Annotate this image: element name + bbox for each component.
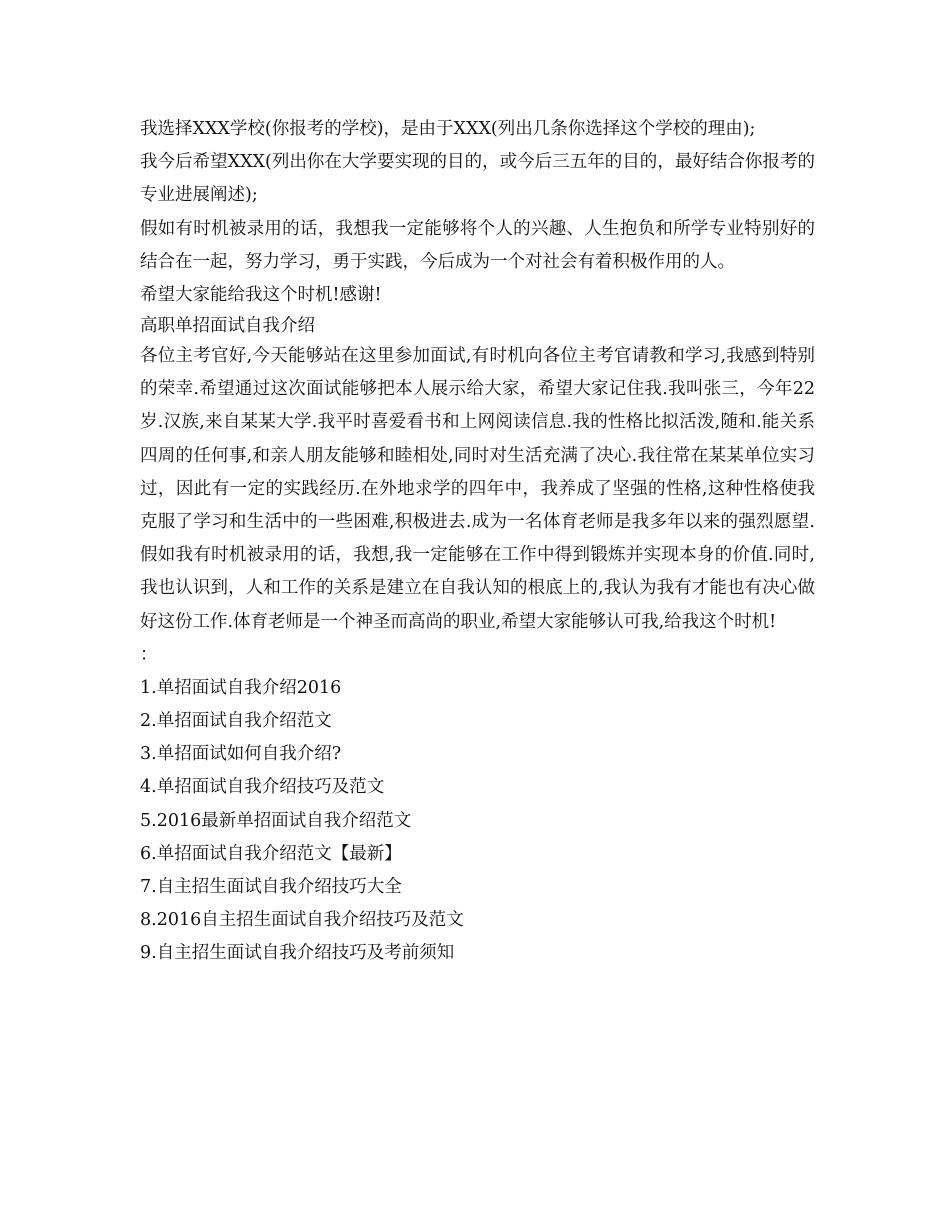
intro-paragraph-if-hired: 假如有时机被录用的话，我想我一定能够将个人的兴趣、人生抱负和所学专业特别好的结合在一起，努力学习，勇于实践，今后成为一个对社会有着积极作用的人。	[140, 218, 815, 272]
intro-paragraph-future-goal: 我今后希望XXX(列出你在大学要实现的目的，或今后三五年的目的，最好结合你报考的专业进展阐述);	[140, 152, 815, 206]
section-title: 高职单招面试自我介绍	[140, 316, 315, 337]
related-article-link[interactable]: 2.单招面试自我介绍范文	[140, 711, 332, 732]
intro-paragraph-thanks: 希望大家能给我这个时机!感谢!	[140, 285, 382, 306]
document-page	[140, 113, 815, 971]
related-article-link[interactable]: 8.2016自主招生面试自我介绍技巧及范文	[140, 910, 464, 931]
section-body: 各位主考官好,今天能够站在这里参加面试,有时机向各位主考官请教和学习,我感到特别的荣幸.希望通过这次面试能够把本人展示给大家，希望大家记住我.我叫张三，今年22岁.汉族,来自某某大学.我平时喜爱看书和上网阅读信息.我的性格比拟活泼,随和.能关系四周的任何事,和亲人朋友能够和睦相处,同时对生活充满了决心.我往常在某某单位实习过，因此有一定的实践经历.在外地求学的四年中，我养成了坚强的性格,这种性格使我克服了学习和生活中的一些困难,积极进去.成为一名体育老师是我多年以来的强烈愿望.假如我有时机被录用的话，我想,我一定能够在工作中得到锻炼并实现本身的价值.同时,我也认识到，人和工作的关系是建立在自我认知的根底上的,我认为我有才能也有决心做好这份工作.体育老师是一个神圣而高尚的职业,希望大家能够认可我,给我这个时机!	[140, 346, 815, 632]
related-article-link[interactable]: 7.自主招生面试自我介绍技巧大全	[140, 877, 402, 898]
related-article-link[interactable]: 6.单招面试自我介绍范文【最新】	[140, 843, 402, 864]
related-article-link[interactable]: 1.单招面试自我介绍2016	[140, 677, 342, 698]
intro-paragraph-school-choice: 我选择XXX学校(你报考的学校)，是由于XXX(列出几条你选择这个学校的理由);	[140, 119, 756, 139]
related-article-link[interactable]: 3.单招面试如何自我介绍?	[140, 744, 342, 765]
related-articles-list	[140, 672, 815, 971]
related-article-link[interactable]: 9.自主招生面试自我介绍技巧及考前须知	[140, 943, 455, 964]
related-article-link[interactable]: 4.单招面试自我介绍技巧及范文	[140, 777, 385, 798]
related-list-colon: ：	[140, 644, 158, 665]
related-article-link[interactable]: 5.2016最新单招面试自我介绍范文	[140, 810, 412, 831]
